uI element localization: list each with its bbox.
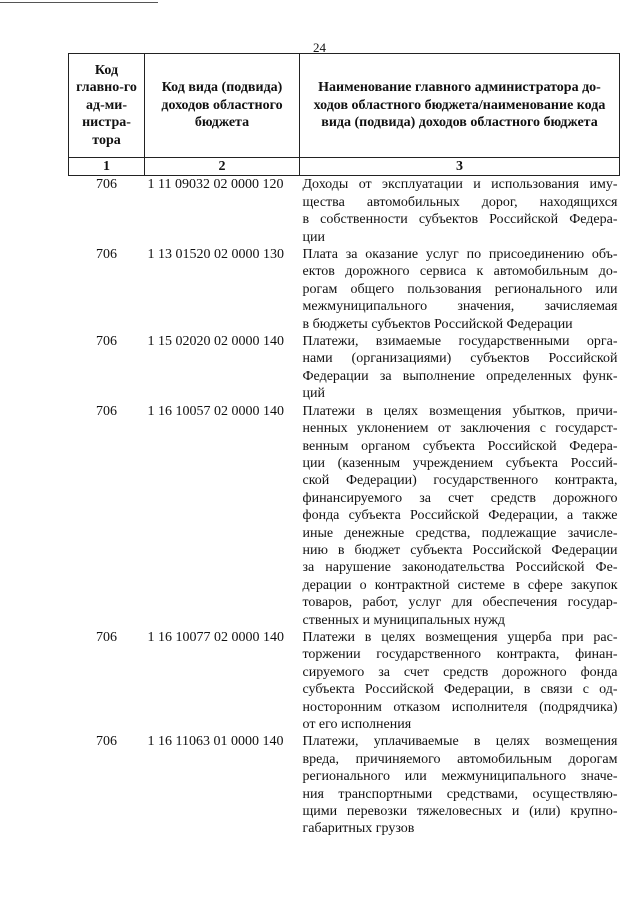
column-number-row [69, 158, 620, 176]
name-line: субъекта Российской Федерации, в связи с од- [302, 682, 618, 698]
name-line: нами (организациями) субъектов Российской [302, 351, 618, 367]
name-line: за нарушение законодательства Российской Фе- [302, 560, 618, 576]
column-number: 2 [145, 158, 300, 176]
revenue-codes-table [68, 53, 620, 838]
name-cell [300, 333, 620, 403]
revenue-code-cell: 1 16 11063 01 0000 140 [147, 734, 284, 750]
name-line: ния транспортными средствами, осуществляю- [302, 786, 618, 802]
name-line: нию в бюджет субъекта Российской Федерации [302, 542, 618, 558]
name-line: ций [302, 386, 325, 402]
name-line: дерации о контрактной системе в сфере закупок [302, 577, 618, 593]
admin-code-cell: 706 [96, 177, 117, 193]
table-body [69, 176, 620, 838]
revenue-code-cell: 1 16 10077 02 0000 140 [147, 629, 284, 645]
admin-code-cell: 706 [96, 734, 117, 750]
name-line: носторонним отказом исполнителя (подрядчика) [302, 699, 618, 715]
table-row [69, 403, 620, 629]
name-line: рогам общего пользования регионального или [302, 281, 618, 297]
name-line: щими перевозки тяжеловесных и (или) крупно- [302, 804, 618, 820]
table-row [69, 629, 620, 733]
table-row [69, 176, 620, 246]
name-line: сируемого за счет средств дорожного фонда [302, 664, 618, 680]
admin-code-cell: 706 [96, 247, 117, 263]
name-cell [300, 246, 620, 333]
name-line: Платежи, взимаемые государственными орга- [302, 334, 618, 350]
name-cell [300, 176, 620, 246]
name-line: вреда, причиняемого автомобильным дорогам [302, 751, 618, 767]
revenue-code-cell: 1 13 01520 02 0000 130 [147, 247, 284, 263]
name-line: ции [302, 229, 325, 245]
name-line: ственных и муниципальных нужд [302, 612, 505, 628]
admin-code-cell: 706 [96, 629, 117, 645]
name-line: иные денежные средства, подлежащие зачисле- [302, 525, 618, 541]
header-name: Наименование главного администратора до-ходов областного бюджета/наименование кода вида (подвида) доходов областного бюджета [300, 54, 620, 158]
page-number: 24 [313, 40, 326, 55]
name-line: Платежи в целях возмещения убытков, причи- [302, 403, 618, 419]
name-line: регионального или межмуниципального значе- [302, 769, 618, 785]
revenue-code-cell: 1 16 10057 02 0000 140 [147, 403, 284, 419]
name-line: Платежи в целях возмещения ущерба при рас- [302, 629, 618, 645]
name-line: в бюджеты субъектов Российской Федерации [302, 316, 573, 332]
name-cell [300, 629, 620, 733]
name-line: габаритных грузов [302, 821, 415, 837]
name-line: щества автомобильных дорог, находящихся [302, 194, 618, 210]
header-admin-code: Код главно-го ад-ми-нистра-тора [69, 54, 145, 158]
revenue-code-cell: 1 11 09032 02 0000 120 [147, 177, 284, 193]
name-line: межмуниципального значения, зачисляемая [302, 299, 618, 315]
name-line: ектов дорожного сервиса к автомобильным до- [302, 264, 618, 280]
name-line: ской Федерации) государственного контракта, [302, 473, 618, 489]
name-line: Федерации за выполнение определенных функ- [302, 368, 618, 384]
name-line: в собственности субъектов Российской Федера- [302, 212, 618, 228]
name-line: Доходы от эксплуатации и использования иму- [302, 177, 618, 193]
name-cell [300, 403, 620, 629]
name-line: от его исполнения [302, 717, 412, 732]
name-line: Плата за оказание услуг по присоединению объ- [302, 247, 618, 263]
name-line: Платежи, уплачиваемые в целях возмещения [302, 734, 618, 750]
name-cell [300, 733, 620, 837]
name-line: финансируемого за счет средств дорожного [302, 490, 618, 506]
table-row [69, 733, 620, 837]
table-header-row [69, 54, 620, 158]
table-row [69, 246, 620, 333]
column-number: 3 [300, 158, 620, 176]
column-number: 1 [69, 158, 145, 176]
revenue-code-cell: 1 15 02020 02 0000 140 [147, 334, 284, 350]
scan-top-line [0, 2, 158, 3]
table-row [69, 333, 620, 403]
name-line: ненных уклонением от заключения с государст- [302, 421, 618, 437]
name-line: торжении государственного контракта, финан- [302, 647, 618, 663]
name-line: венным органом субъекта Российской Федера- [302, 438, 618, 454]
admin-code-cell: 706 [96, 334, 117, 350]
name-line: фонда субъекта Российской Федерации, а также [302, 508, 618, 524]
header-revenue-code: Код вида (подвида) доходов областного бюджета [145, 54, 300, 158]
name-line: товаров, работ, услуг для обеспечения государ- [302, 595, 618, 611]
admin-code-cell: 706 [96, 403, 117, 419]
name-line: ции (казенным учреждением субъекта Россий- [302, 455, 618, 471]
